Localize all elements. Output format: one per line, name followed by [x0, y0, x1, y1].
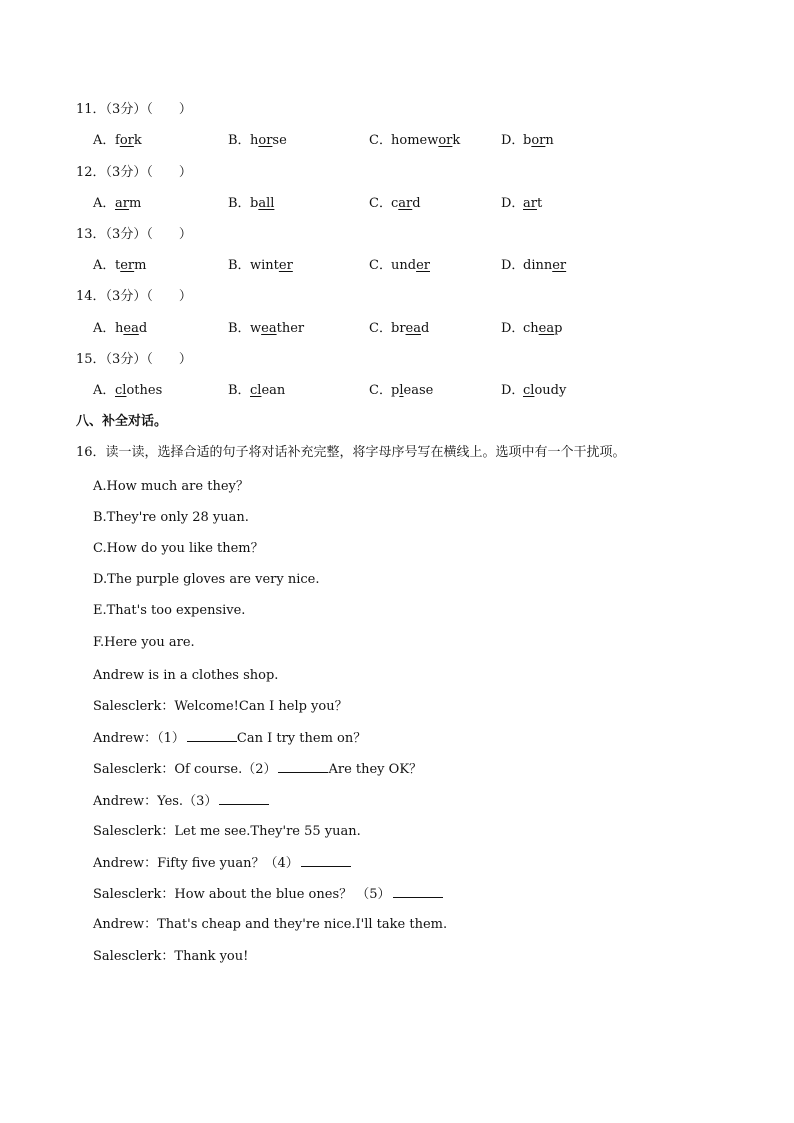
q15-option-c[interactable]: C．please [369, 383, 434, 398]
q13-option-c[interactable]: C．under [369, 258, 430, 273]
question-11-header: 11．（3分）（ ） [76, 102, 192, 117]
q13-option-b[interactable]: B．winter [228, 258, 293, 273]
q11-option-b[interactable]: B．horse [228, 133, 287, 148]
q11-option-a[interactable]: A．fork [93, 133, 142, 148]
q15-option-d[interactable]: D．cloudy [501, 383, 567, 398]
q11-option-d[interactable]: D．born [501, 133, 554, 148]
answer-blank-1[interactable] [187, 729, 237, 742]
dialogue-line-3: Salesclerk：Of course.（2） Are they OK？ [93, 762, 423, 777]
answer-blank-4[interactable] [301, 854, 351, 867]
choice-c: C.How do you like them？ [93, 541, 264, 556]
q11-option-c[interactable]: C．homework [369, 133, 461, 148]
q14-option-b[interactable]: B．weather [228, 321, 305, 336]
dialogue-line-1: Salesclerk：Welcome!Can I help you？ [93, 699, 348, 714]
question-13-header: 13．（3分）（ ） [76, 227, 192, 242]
dialogue-line-7: Salesclerk：How about the blue ones？ （5） [93, 885, 443, 904]
q15-option-a[interactable]: A．clothes [93, 383, 163, 398]
choice-e: E.That's too expensive. [93, 603, 246, 618]
q14-option-c[interactable]: C．bread [369, 321, 430, 336]
q12-option-a[interactable]: A．arm [93, 196, 142, 211]
q13-option-a[interactable]: A．term [93, 258, 147, 273]
q14-option-a[interactable]: A．head [93, 321, 148, 336]
dialogue-line-9: Salesclerk：Thank you! [93, 949, 249, 964]
choice-a: A.How much are they？ [93, 479, 249, 494]
choice-d: D.The purple gloves are very nice. [93, 572, 320, 587]
dialogue-line-8: Andrew：That's cheap and they're nice.I'll take them. [93, 917, 448, 932]
question-14-header: 14．（3分）（ ） [76, 289, 192, 304]
question-16-instruction: 16．读一读，选择合适的句子将对话补充完整，将字母序号写在横线上。选项中有一个干扰项。 [76, 445, 626, 460]
answer-blank-3[interactable] [219, 792, 269, 805]
q13-option-d[interactable]: D．dinner [501, 258, 567, 273]
question-15-header: 15．（3分）（ ） [76, 352, 192, 367]
q12-option-b[interactable]: B．ball [228, 196, 275, 211]
q15-option-b[interactable]: B．clean [228, 383, 286, 398]
section-title: 八、补全对话。 [76, 414, 168, 429]
dialogue-line-6: Andrew：Fifty five yuan？（4） [93, 854, 351, 873]
choice-f: F.Here you are. [93, 635, 195, 650]
answer-blank-5[interactable] [393, 885, 443, 898]
q12-option-c[interactable]: C．card [369, 196, 421, 211]
dialogue-intro: Andrew is in a clothes shop. [93, 668, 279, 683]
question-12-header: 12．（3分）（ ） [76, 165, 192, 180]
q12-option-d[interactable]: D．art [501, 196, 543, 211]
q14-option-d[interactable]: D．cheap [501, 321, 563, 336]
answer-blank-2[interactable] [278, 760, 328, 773]
dialogue-line-5: Salesclerk：Let me see.They're 55 yuan. [93, 824, 361, 839]
choice-b: B.They're only 28 yuan. [93, 510, 249, 525]
dialogue-line-4: Andrew：Yes.（3） [93, 792, 269, 811]
dialogue-line-2: Andrew：（1） Can I try them on？ [93, 731, 367, 746]
